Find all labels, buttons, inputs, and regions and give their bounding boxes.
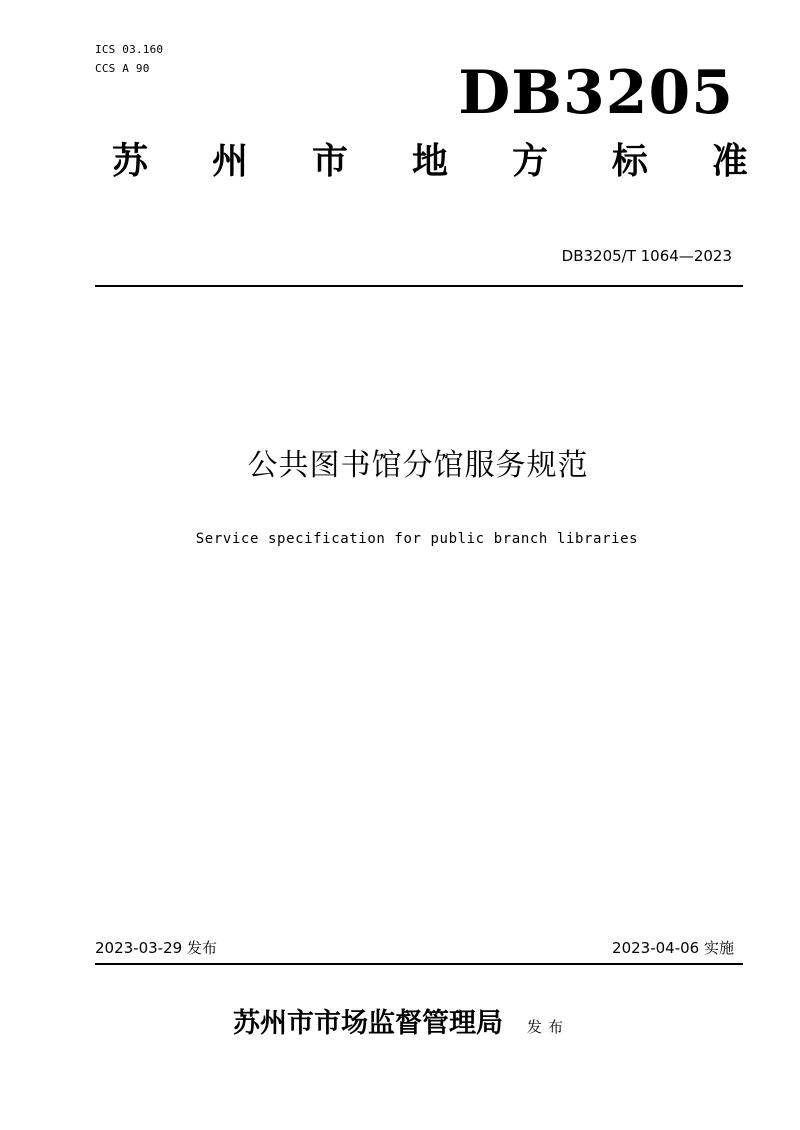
standard-number: DB3205/T 1064—2023 — [561, 247, 732, 265]
standard-code-logo: DB3205 — [458, 58, 734, 128]
standard-type-char: 方 — [511, 140, 548, 182]
document-title-english: Service specification for public branch libraries — [195, 531, 639, 547]
standard-type-char: 州 — [211, 140, 248, 182]
document-title-chinese: 公共图书馆分馆服务规范 — [247, 448, 589, 483]
standard-type-char: 地 — [411, 140, 448, 182]
top-divider — [95, 285, 743, 287]
ics-code: ICS 03.160 — [95, 43, 164, 56]
issuing-authority: 苏州市市场监督管理局 — [233, 1008, 503, 1039]
standard-type-char: 标 — [611, 140, 648, 182]
standard-type-char: 市 — [311, 140, 348, 182]
standard-type-char: 准 — [711, 140, 748, 182]
implement-date: 2023-04-06 实施 — [612, 939, 734, 957]
ccs-code: CCS A 90 — [95, 62, 150, 75]
standard-type-char: 苏 — [112, 140, 149, 182]
publish-date: 2023-03-29 发布 — [95, 939, 217, 957]
issuer-row — [233, 1006, 569, 1042]
issue-label: 发布 — [527, 1018, 570, 1036]
bottom-divider — [95, 963, 743, 965]
standard-type-heading — [112, 138, 748, 184]
